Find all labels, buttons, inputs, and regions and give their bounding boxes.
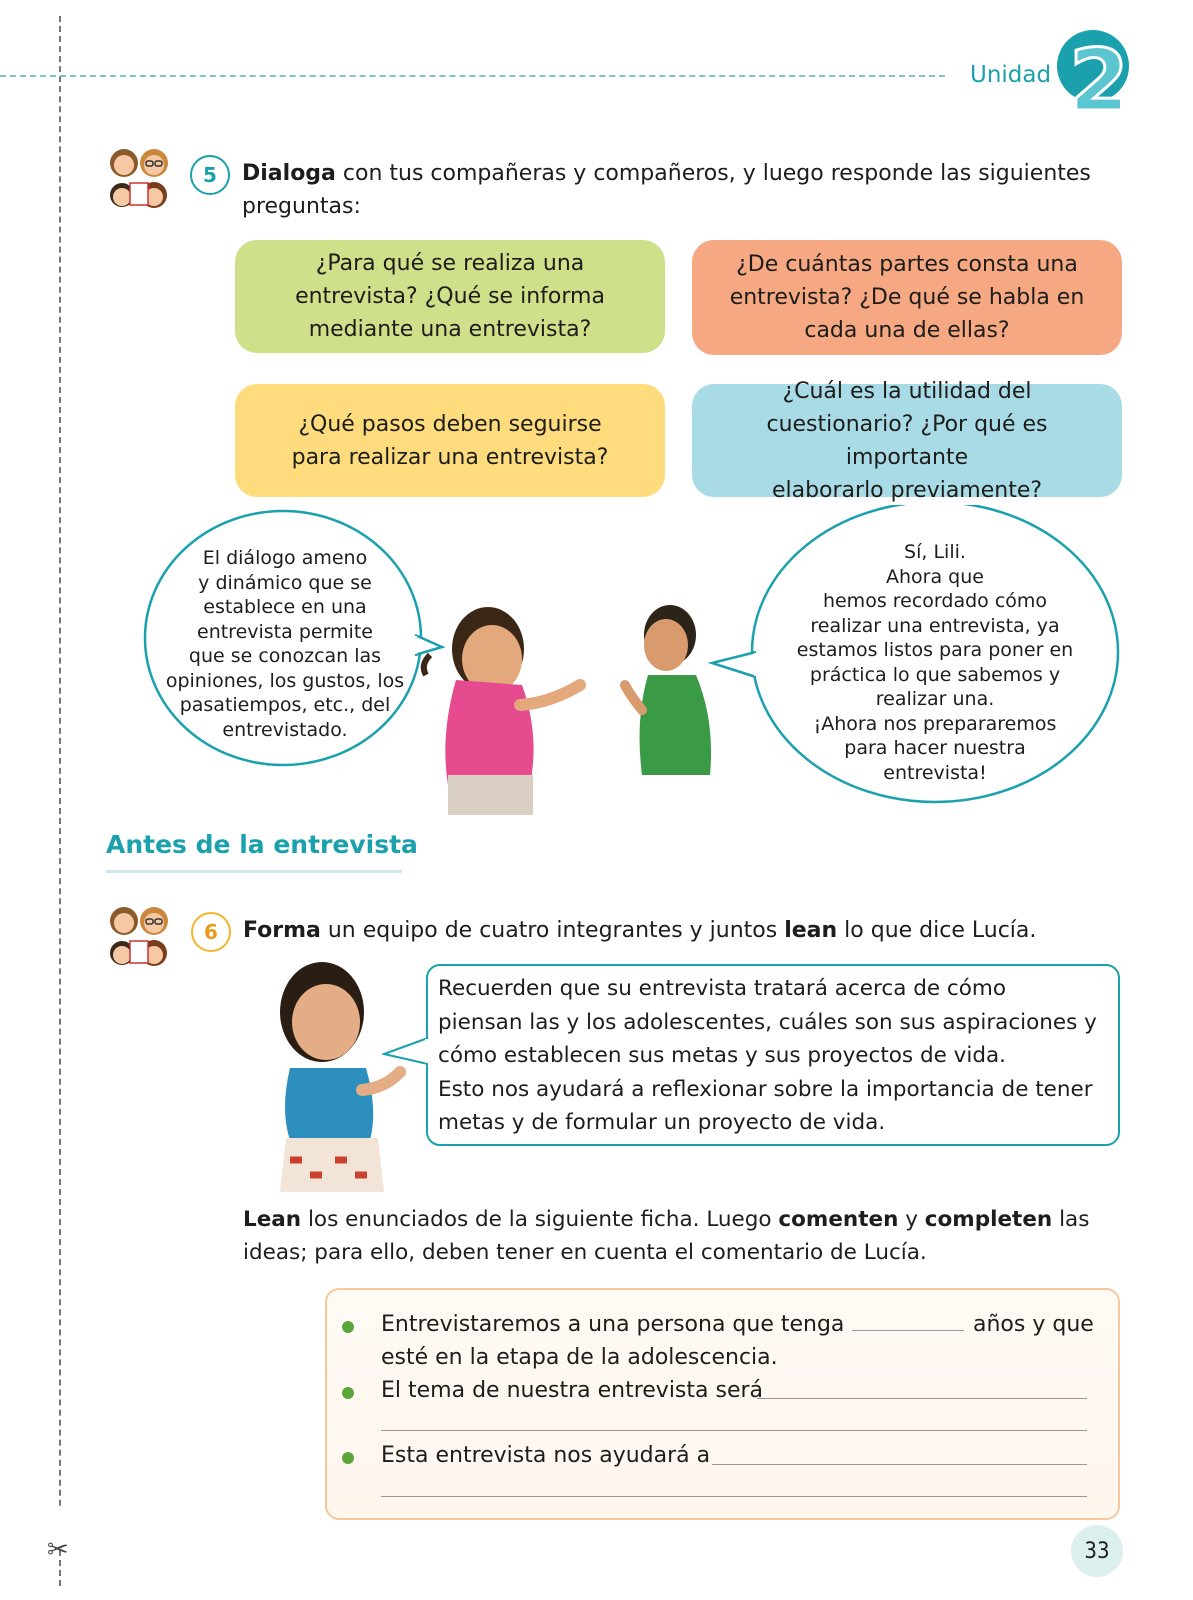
- instruction-verb: Dialoga: [242, 161, 336, 186]
- question-card-parts: ¿De cuántas partes consta una entrevista? ¿De qué se habla en cada una de ellas?: [692, 240, 1122, 355]
- section-title-underline: [106, 870, 402, 873]
- activity5-instruction: Dialoga con tus compañeras y compañeros, y luego responde las siguientes preguntas:: [242, 161, 1091, 219]
- section-title: Antes de la entrevista: [106, 830, 418, 859]
- blank-purpose-line2[interactable]: [381, 1496, 1087, 1497]
- right-bubble-text: Sí, Lili. Ahora que hemos recordado cómo realizar una entrevista, ya estamos listos para poner en práctica lo que sabemos y realizar una. ¡Ahora nos prepararemos para hacer nuestra entrevista!: [796, 541, 1074, 784]
- ficha-item-3: Esta entrevista nos ayudará a: [381, 1443, 711, 1468]
- page-number: 33: [1071, 1525, 1123, 1577]
- activity6-instruction: Forma un equipo de cuatro integrantes y juntos lean lo que dice Lucía.: [243, 918, 1037, 943]
- ficha-item-2: El tema de nuestra entrevista será: [381, 1378, 764, 1403]
- unit-number: 2: [1069, 31, 1129, 122]
- header-dashed-line: [0, 75, 945, 77]
- activity-number-6: 6: [191, 912, 231, 952]
- lucia-speech-pointer: [382, 1034, 430, 1074]
- blank-topic-line2[interactable]: [381, 1430, 1087, 1431]
- ficha-item-1: Entrevistaremos a una persona que tenga: [381, 1312, 845, 1337]
- perforation-line: [59, 16, 61, 1586]
- ficha-item-1-line2: esté en la etapa de la adolescencia.: [381, 1345, 778, 1370]
- blank-age-field[interactable]: [852, 1330, 964, 1331]
- bullet-icon: [342, 1321, 354, 1333]
- left-bubble-text: El diálogo ameno y dinámico que se establece en una entrevista permite que se conozcan las opiniones, los gustos, los pasatiempos, etc., del entrevistado.: [165, 547, 405, 741]
- boy-illustration: [625, 605, 711, 775]
- bullet-icon: [342, 1452, 354, 1464]
- blank-topic-field[interactable]: [757, 1398, 1087, 1399]
- girl-lili-illustration: [424, 607, 580, 815]
- group-work-icon: [104, 145, 174, 215]
- ficha-instruction: Lean los enunciados de la siguiente ficha. Luego comenten y completen las ideas; para ello, deben tener en cuenta el comentario de Lucía.: [243, 1207, 1090, 1265]
- lucia-speech-text: Recuerden que su entrevista tratará acerca de cómo piensan las y los adolescentes, cuáles son sus aspiraciones y cómo establecen sus metas y sus proyectos de vida. Esto nos ayudará a reflexionar sobre la importancia de tener metas y de formular un proyecto de vida.: [438, 976, 1097, 1135]
- question-card-steps: ¿Qué pasos deben seguirse para realizar una entrevista?: [235, 384, 665, 497]
- blank-purpose-field[interactable]: [712, 1464, 1087, 1465]
- question-card-purpose: ¿Para qué se realiza una entrevista? ¿Qué se informa mediante una entrevista?: [235, 240, 665, 353]
- unit-label: Unidad: [970, 62, 1052, 88]
- lucia-illustration: [250, 960, 430, 1192]
- unit-number-badge: [1055, 22, 1135, 122]
- question-card-questionnaire: ¿Cuál es la utilidad del cuestionario? ¿Por qué es importante elaborarlo previamente?: [692, 384, 1122, 497]
- scissors-icon: ✂: [47, 1535, 69, 1565]
- activity-number-5: 5: [190, 155, 230, 195]
- group-work-icon: [104, 903, 174, 973]
- bullet-icon: [342, 1387, 354, 1399]
- ficha-item-1-end: años y que: [973, 1312, 1094, 1337]
